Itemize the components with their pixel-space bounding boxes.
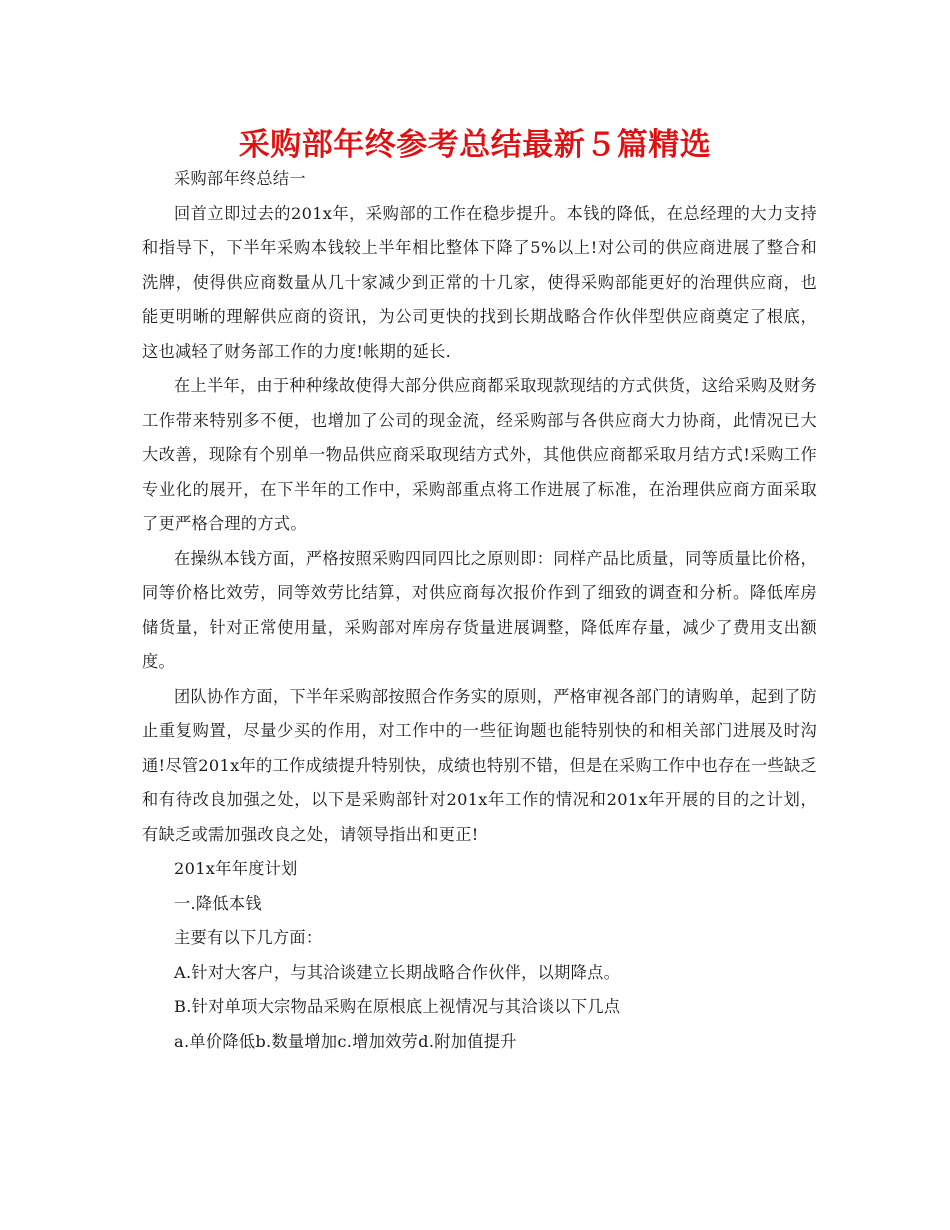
paragraph: 主要有以下几方面： <box>174 928 323 947</box>
section-heading: 采购部年终总结一 <box>174 169 306 188</box>
paragraph: 回首立即过去的201x年，采购部的工作在稳步提升。本钱的降低，在总经理的大力支持和指导下，下半年采购本钱较上半年相比整体下降了5%以上!对公司的供应商进展了整合和洗牌，使得供应商数量从几十家减少到正常的十几家，使得采购部能更好的治理供应商，也能更明晰的理解供应商的资讯，为公司更快的找到长期战略合作伙伴型供应商奠定了根底，这也减轻了财务部工作的力度!帐期的延长. <box>142 203 817 361</box>
section-heading: 201x年年度计划 <box>174 859 298 878</box>
list-heading: 一.降低本钱 <box>174 893 262 913</box>
list-item: B.针对单项大宗物品采购在原根底上视情况与其洽谈以下几点 <box>174 997 621 1016</box>
paragraph: 团队协作方面，下半年采购部按照合作务实的原则，严格审视各部门的请购单，起到了防止重复购置，尽量少买的作用，对工作中的一些征询题也能特别快的和相关部门进展及时沟通!尽管201x年的工作成绩提升特别快，成绩也特别不错，但是在采购工作中也存在一些缺乏和有待改良加强之处，以下是采购部针对201x年工作的情况和201x年开展的目的之计划，有缺乏或需加强改良之处，请领导指出和更正! <box>142 686 818 844</box>
document-title: 采购部年终参考总结最新５篇精选 <box>238 127 712 163</box>
paragraph: 在操纵本钱方面，严格按照采购四同四比之原则即：同样产品比质量，同等质量比价格，同等价格比效劳，同等效劳比结算，对供应商每次报价作到了细致的调查和分析。降低库房储货量，针对正常使用量，采购部对库房存货量进展调整，降低库存量，减少了费用支出额度。 <box>142 548 818 671</box>
list-item: a.单价降低b.数量增加c.增加效劳d.附加值提升 <box>174 1031 517 1051</box>
paragraph: 在上半年，由于种种缘故使得大部分供应商都采取现款现结的方式供货，这给采购及财务工作带来特别多不便，也增加了公司的现金流，经采购部与各供应商大力协商，此情况已大大改善，现除有个别单一物品供应商采取现结方式外，其他供应商都采取月结方式!采购工作专业化的展开，在下半年的工作中，采购部重点将工作进展了标准，在治理供应商方面采取了更严格合理的方式。 <box>142 376 818 533</box>
document-body <box>142 162 817 1059</box>
list-item: A.针对大客户，与其洽谈建立长期战略合作伙伴，以期降点。 <box>174 962 621 982</box>
